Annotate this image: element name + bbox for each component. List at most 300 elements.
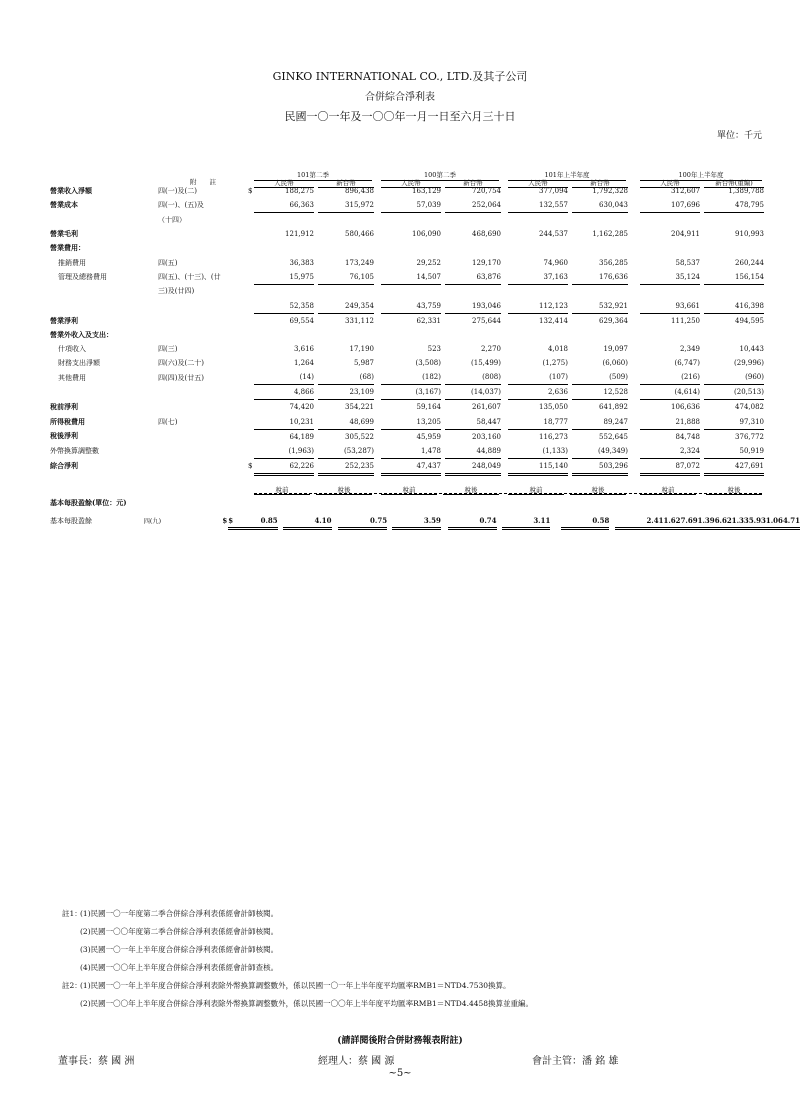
- cell-value: (15,499): [471, 359, 501, 368]
- cell-value: 63,876: [445, 270, 501, 285]
- eps-header: 稅前: [254, 485, 310, 495]
- cell-value: (14): [254, 370, 314, 385]
- cell-value: 48,699: [318, 415, 374, 430]
- cell-value: [254, 241, 314, 255]
- row-note: [158, 227, 248, 241]
- cell-value: 641,892: [599, 403, 628, 412]
- cell-value: 84,748: [675, 432, 700, 441]
- cell-gap: [501, 458, 508, 474]
- eps-value: 3.11: [524, 513, 550, 529]
- table-row: [50, 284, 764, 299]
- statement-title: 合併綜合淨利表: [365, 92, 435, 103]
- cell-gap: [374, 198, 381, 213]
- cell-value: 112,123: [508, 299, 568, 314]
- cell-gap: [501, 429, 508, 444]
- cell-value: 260,244: [735, 258, 764, 267]
- cell-gap: [374, 342, 381, 356]
- cell-value: 244,537: [539, 230, 568, 239]
- cell-gap: [374, 400, 381, 415]
- cell-gap: [501, 313, 508, 328]
- cell-value: [318, 328, 374, 342]
- cell-value: 76,105: [318, 270, 374, 285]
- cell-value: 532,921: [572, 299, 628, 314]
- eps-header: 稅後: [570, 485, 626, 495]
- cell-value: 176,636: [572, 270, 628, 285]
- cell-value: 106,636: [671, 403, 700, 412]
- cell-value: (6,060): [602, 359, 628, 368]
- cell-gap: [628, 342, 640, 356]
- table-row: [50, 370, 764, 385]
- table-row: [50, 400, 764, 415]
- cell-gap: [501, 444, 508, 459]
- eps-value: 0.85: [251, 513, 277, 529]
- eps-dollar: $: [222, 516, 228, 526]
- cell-value: 188,275: [285, 187, 314, 196]
- cell-gap: [374, 385, 381, 400]
- group-header: 100年上半年度: [640, 170, 762, 181]
- cell-value: 15,975: [254, 270, 314, 285]
- cell-value: 12,528: [572, 385, 628, 400]
- dollar-sign: $: [248, 187, 253, 196]
- cell-gap: [628, 255, 640, 269]
- cell-gap: [501, 356, 508, 370]
- cell-value: 252,235: [318, 458, 374, 474]
- eps-value: 1.62: [664, 513, 681, 529]
- cell-value: 115,140: [508, 458, 568, 474]
- table-row: [50, 429, 764, 444]
- cell-value: 74,420: [289, 403, 314, 412]
- row-note: 四(三): [158, 345, 178, 354]
- table-row: [50, 458, 764, 474]
- eps-value: 0.74: [470, 513, 496, 529]
- cell-value: 29,252: [416, 258, 441, 267]
- cell-gap: [501, 370, 508, 385]
- row-note: [158, 385, 248, 400]
- cell-value: 275,644: [472, 316, 501, 325]
- manager-signature: 經理人：蔡 國 源: [318, 1056, 395, 1067]
- cell-value: [254, 328, 314, 342]
- cell-gap: [628, 385, 640, 400]
- cell-gap: [374, 299, 381, 314]
- cell-value: [318, 213, 374, 228]
- note1-item: (1)民國一〇一年度第二季合併綜合淨利表係經會計師核閱。: [80, 909, 279, 918]
- cell-gap: [374, 415, 381, 430]
- row-label: 所得稅費用: [50, 416, 85, 426]
- cell-gap: [628, 198, 640, 213]
- row-note: [158, 328, 248, 342]
- cell-value: 630,043: [572, 198, 628, 213]
- eps-dollar: [561, 513, 581, 529]
- cell-value: 89,247: [572, 415, 628, 430]
- cell-value: 163,129: [412, 187, 441, 196]
- cell-value: [572, 241, 628, 255]
- eps-dollar: [502, 513, 522, 529]
- sub-header: 人民幣: [640, 178, 700, 188]
- cell-value: 2,349: [679, 345, 700, 354]
- row-label: 其他費用: [58, 373, 86, 382]
- cell-value: [254, 213, 314, 228]
- cell-value: (216): [640, 370, 700, 385]
- cell-value: 204,911: [671, 230, 700, 239]
- cell-value: [704, 241, 764, 255]
- cell-value: 1,478: [381, 444, 441, 459]
- table-row: [50, 299, 764, 314]
- cell-value: 720,754: [472, 187, 501, 196]
- cell-gap: [628, 270, 640, 285]
- row-label: 財務支出淨額: [58, 359, 100, 368]
- table-row: [50, 342, 764, 356]
- cell-value: 1,389,788: [728, 187, 764, 196]
- row-note: （十四）: [158, 215, 186, 224]
- row-label: 稅後淨利: [50, 431, 78, 441]
- row-note: 四(七): [158, 417, 178, 426]
- sub-header: 新台幣(重編): [704, 178, 764, 188]
- cell-gap: [374, 444, 381, 459]
- cell-gap: [501, 415, 508, 430]
- cell-value: 64,189: [289, 432, 314, 441]
- eps-dollar: $: [228, 513, 248, 529]
- cell-value: (53,287): [318, 444, 374, 459]
- cell-gap: [628, 227, 640, 241]
- cell-value: 173,249: [345, 258, 374, 267]
- cell-gap: [628, 415, 640, 430]
- cell-value: [318, 241, 374, 255]
- row-note: 四(四)及(廿五): [158, 373, 204, 382]
- cell-value: [704, 213, 764, 228]
- cell-value: 132,414: [539, 316, 568, 325]
- cell-value: 203,160: [472, 432, 501, 441]
- cell-gap: [374, 429, 381, 444]
- eps-value: 1.39: [698, 513, 715, 529]
- row-label: 管理及總務費用: [58, 272, 107, 281]
- eps-header: 稅前: [381, 485, 437, 495]
- eps-header: 稅前: [508, 485, 564, 495]
- cell-value: 478,795: [704, 198, 764, 213]
- chairman-signature: 董事長：蔡 國 洲: [58, 1056, 135, 1067]
- cell-value: [508, 241, 568, 255]
- row-label: 營業毛利: [50, 229, 78, 239]
- row-label: 綜合淨利: [50, 461, 78, 471]
- cell-value: 19,097: [603, 345, 628, 354]
- page-number: ~5~: [388, 1068, 412, 1079]
- cell-gap: [628, 400, 640, 415]
- cell-value: 261,607: [472, 403, 501, 412]
- cell-value: 523: [427, 345, 441, 354]
- cell-value: 331,112: [345, 316, 374, 325]
- cell-value: [640, 241, 700, 255]
- cell-value: 116,273: [539, 432, 568, 441]
- row-note: [158, 299, 248, 314]
- cell-value: (107): [508, 370, 568, 385]
- cell-value: 5,987: [353, 359, 374, 368]
- row-note: 四(六)及(二十): [158, 359, 204, 368]
- sub-header: 新台幣: [572, 178, 628, 188]
- cell-gap: [374, 328, 381, 342]
- cell-value: 59,164: [416, 403, 441, 412]
- cell-value: 132,557: [508, 198, 568, 213]
- cell-value: 14,507: [381, 270, 441, 285]
- table-row: [50, 184, 764, 198]
- note1-item: (4)民國一〇〇年上半年度合併綜合淨利表係經會計師查核。: [80, 963, 279, 972]
- cell-value: (14,037): [445, 385, 501, 400]
- cell-gap: [501, 213, 508, 228]
- cell-value: 1,162,285: [592, 230, 628, 239]
- eps-value: 1.33: [732, 513, 749, 529]
- cell-value: 74,960: [543, 258, 568, 267]
- cell-value: [572, 328, 628, 342]
- cell-value: (29,996): [734, 359, 764, 368]
- note2-item: (2)民國一〇〇年上半年度合併綜合淨利表除外幣換算調整數外，係以民國一〇〇年上半年度平均匯率RMB1＝NTD4.4458換算並重編。: [80, 999, 534, 1008]
- table-row: [50, 328, 764, 342]
- cell-value: 47,437: [381, 458, 441, 474]
- cell-value: 58,537: [675, 258, 700, 267]
- eps-spacer: [441, 513, 448, 529]
- cell-gap: [628, 370, 640, 385]
- eps-table: [50, 513, 800, 530]
- cell-value: [640, 284, 700, 299]
- cell-gap: [374, 313, 381, 328]
- cell-value: (20,513): [704, 385, 764, 400]
- cell-value: 156,154: [704, 270, 764, 285]
- cell-gap: [374, 227, 381, 241]
- cell-value: (3,508): [415, 359, 441, 368]
- cell-value: [572, 213, 628, 228]
- cell-value: 129,170: [472, 258, 501, 267]
- row-label: 外幣換算調整數: [50, 446, 99, 455]
- cell-value: 312,607: [671, 187, 700, 196]
- cell-value: 69,554: [289, 316, 314, 325]
- cell-value: 107,696: [640, 198, 700, 213]
- cell-gap: [628, 444, 640, 459]
- row-label: [50, 284, 158, 299]
- cell-value: 629,364: [599, 316, 628, 325]
- eps-header: 稅後: [706, 485, 762, 495]
- sub-header: 新台幣: [445, 178, 501, 188]
- statement-period: 民國一〇一年及一〇〇年一月一日至六月三十日: [284, 110, 516, 123]
- sub-header: 人民幣: [508, 178, 568, 188]
- cell-gap: [374, 241, 381, 255]
- row-note: 四(一)、(五)及: [158, 201, 204, 210]
- note2-prefix: 註2：: [62, 981, 82, 990]
- cell-value: 121,912: [285, 230, 314, 239]
- cell-value: [445, 284, 501, 299]
- cell-value: [508, 284, 568, 299]
- cell-value: 10,443: [739, 345, 764, 354]
- cell-value: 62,331: [416, 316, 441, 325]
- eps-header: 稅後: [443, 485, 499, 495]
- cell-gap: [628, 458, 640, 474]
- cell-value: (1,963): [254, 444, 314, 459]
- eps-value: 4.10: [305, 513, 331, 529]
- row-note: [158, 400, 248, 415]
- table-row: [50, 356, 764, 370]
- cell-gap: [374, 356, 381, 370]
- cell-value: 468,690: [472, 230, 501, 239]
- eps-dollar: [392, 513, 412, 529]
- cell-value: 494,595: [735, 316, 764, 325]
- cell-gap: [374, 213, 381, 228]
- cell-gap: [374, 284, 381, 299]
- cell-gap: [501, 342, 508, 356]
- eps-value: 6.62: [715, 513, 732, 529]
- eps-value: 7.69: [681, 513, 698, 529]
- income-statement-table: [50, 184, 764, 476]
- table-row: [50, 213, 764, 228]
- cell-value: [704, 328, 764, 342]
- cell-value: 193,046: [445, 299, 501, 314]
- eps-value: 0.58: [583, 513, 609, 529]
- cell-value: [640, 328, 700, 342]
- table-row: [50, 241, 764, 255]
- cell-value: (4,614): [640, 385, 700, 400]
- cell-value: 248,049: [445, 458, 501, 474]
- cell-value: 896,438: [345, 187, 374, 196]
- eps-value: 4.71: [783, 513, 800, 529]
- accountant-signature: 會計主管：潘 銘 雄: [532, 1056, 619, 1067]
- cell-gap: [628, 429, 640, 444]
- unit-label: 單位：千元: [716, 131, 762, 141]
- note2-item: (1)民國一〇一年上半年度合併綜合淨利表除外幣換算調整數外，係以民國一〇一年上半年度平均匯率RMB1＝NTD4.7530換算。: [80, 981, 511, 990]
- cell-gap: [501, 198, 508, 213]
- cell-gap: [501, 400, 508, 415]
- cell-value: 23,109: [318, 385, 374, 400]
- cell-gap: [501, 270, 508, 285]
- cell-value: 111,250: [671, 316, 700, 325]
- cell-value: [508, 213, 568, 228]
- cell-value: 552,645: [599, 432, 628, 441]
- cell-value: 37,163: [508, 270, 568, 285]
- eps-header: 稅前: [640, 485, 696, 495]
- cell-value: 354,221: [345, 403, 374, 412]
- cell-value: (808): [445, 370, 501, 385]
- table-row: [50, 313, 764, 328]
- eps-row-label: 基本每股盈餘: [50, 516, 92, 525]
- row-label: 營業收入淨額: [50, 186, 92, 196]
- cell-value: 376,772: [735, 432, 764, 441]
- cell-gap: [501, 255, 508, 269]
- eps-title: 基本每股盈餘(單位：元): [50, 498, 127, 507]
- cell-value: 57,039: [381, 198, 441, 213]
- table-row: [50, 227, 764, 241]
- cell-value: 503,296: [572, 458, 628, 474]
- cell-value: 58,447: [445, 415, 501, 430]
- row-label: 營業成本: [50, 200, 78, 210]
- eps-header: 稅後: [316, 485, 372, 495]
- cell-gap: [501, 284, 508, 299]
- row-label: 什項收入: [58, 345, 86, 354]
- cell-value: 377,094: [539, 187, 568, 196]
- cell-value: [508, 328, 568, 342]
- cell-gap: [501, 385, 508, 400]
- cell-value: (960): [704, 370, 764, 385]
- cell-gap: [628, 184, 640, 198]
- sub-header: 人民幣: [381, 178, 441, 188]
- cell-gap: [501, 241, 508, 255]
- cell-value: 52,358: [254, 299, 314, 314]
- cell-value: 10,231: [254, 415, 314, 430]
- row-note: 四(五): [158, 258, 178, 267]
- cell-gap: [628, 213, 640, 228]
- sub-header: 人民幣: [254, 178, 314, 188]
- eps-dollar: [615, 513, 635, 529]
- cell-gap: [501, 227, 508, 241]
- cell-gap: [628, 284, 640, 299]
- row-note: [158, 313, 248, 328]
- cell-gap: [628, 299, 640, 314]
- row-label: [50, 213, 158, 228]
- eps-value: 5.93: [749, 513, 766, 529]
- table-row: [50, 385, 764, 400]
- cell-value: [704, 284, 764, 299]
- cell-gap: [374, 270, 381, 285]
- cell-value: [445, 328, 501, 342]
- row-label: 營業外收入及支出：: [50, 329, 113, 339]
- eps-dollar: [448, 513, 468, 529]
- cell-value: 62,226: [254, 458, 314, 474]
- note-column-header: 附 註: [190, 178, 216, 186]
- row-label: [50, 299, 158, 314]
- eps-dollar: [283, 513, 303, 529]
- row-label: 推銷費用: [58, 258, 86, 267]
- eps-value: 3.59: [415, 513, 441, 529]
- cell-value: 13,205: [381, 415, 441, 430]
- note1-prefix: 註1：: [62, 909, 82, 918]
- cell-value: 21,888: [640, 415, 700, 430]
- cell-gap: [628, 313, 640, 328]
- cell-value: 1,264: [293, 359, 314, 368]
- cell-value: 17,190: [349, 345, 374, 354]
- cell-value: 356,285: [599, 258, 628, 267]
- cell-value: (6,747): [674, 359, 700, 368]
- cell-value: [572, 284, 628, 299]
- cell-value: 43,759: [381, 299, 441, 314]
- row-note: [158, 458, 248, 474]
- cell-value: 18,777: [508, 415, 568, 430]
- cell-gap: [628, 356, 640, 370]
- cell-value: 1,792,328: [592, 187, 628, 196]
- cell-value: 93,661: [640, 299, 700, 314]
- cell-value: 66,363: [254, 198, 314, 213]
- cell-value: 416,398: [704, 299, 764, 314]
- cell-value: 36,383: [289, 258, 314, 267]
- cell-value: [381, 328, 441, 342]
- cell-value: [318, 284, 374, 299]
- cell-value: (3,167): [381, 385, 441, 400]
- cell-value: (182): [381, 370, 441, 385]
- cell-value: 87,072: [640, 458, 700, 474]
- cell-gap: [374, 370, 381, 385]
- company-name: GINKO INTERNATIONAL CO., LTD.及其子公司: [272, 70, 528, 83]
- cell-gap: [501, 299, 508, 314]
- cell-value: [640, 213, 700, 228]
- cell-value: 135,050: [539, 403, 568, 412]
- row-note: 四(一)及(二): [158, 187, 197, 196]
- row-note: [158, 444, 248, 459]
- cell-value: 35,124: [640, 270, 700, 285]
- cell-value: (509): [572, 370, 628, 385]
- cell-gap: [501, 328, 508, 342]
- cell-value: [445, 241, 501, 255]
- cell-value: (68): [318, 370, 374, 385]
- cell-value: 315,972: [318, 198, 374, 213]
- cell-value: [254, 284, 314, 299]
- cell-value: 4,018: [547, 345, 568, 354]
- row-label: [50, 385, 158, 400]
- cell-value: 106,090: [412, 230, 441, 239]
- row-label: 營業淨利: [50, 315, 78, 325]
- cell-value: 2,270: [480, 345, 501, 354]
- cell-value: [445, 213, 501, 228]
